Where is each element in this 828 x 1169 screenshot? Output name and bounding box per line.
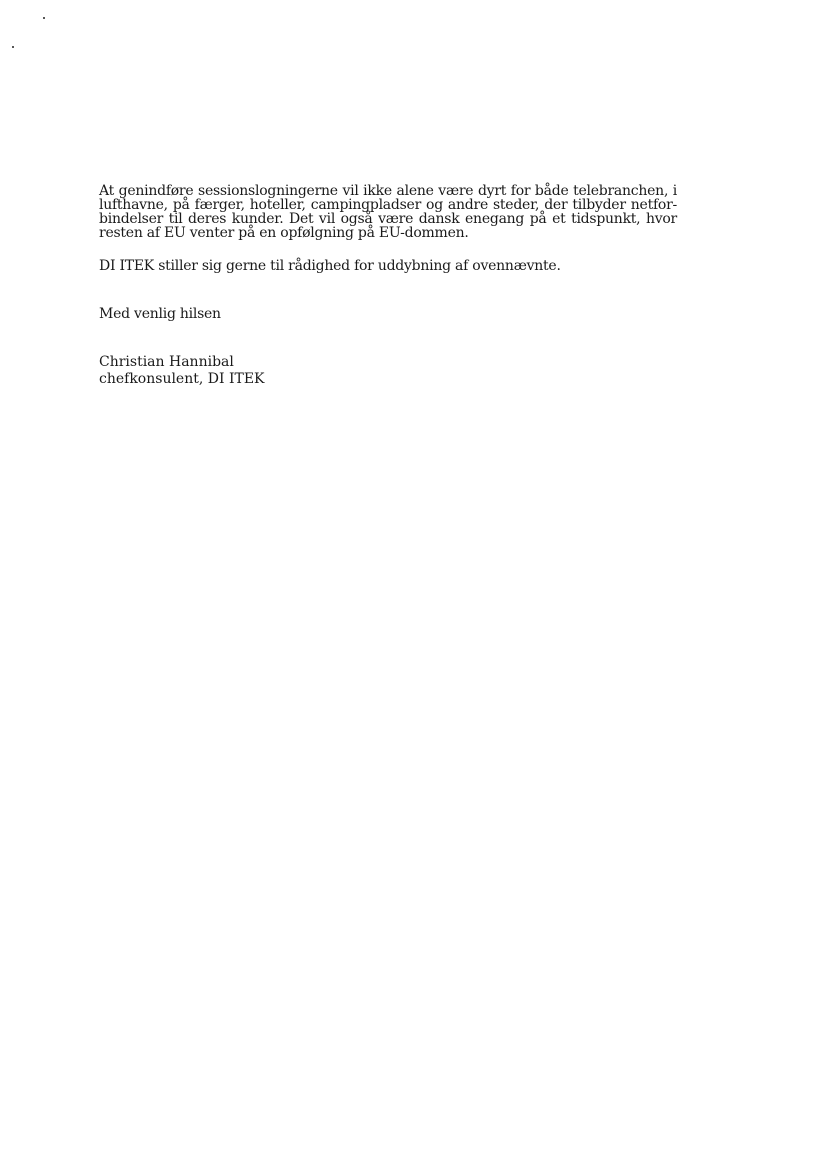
signer-title: chefkonsulent, DI ITEK — [99, 371, 265, 387]
scan-speck — [12, 46, 14, 48]
closing-greeting: Med venlig hilsen — [99, 306, 221, 322]
letter-body — [99, 184, 677, 388]
signer-name: Christian Hannibal — [99, 354, 234, 370]
paragraph-line: lufthavne, på færger, hoteller, campingpladser og andre steder, der tilbyder netfor- — [99, 197, 677, 213]
signature-block — [99, 354, 677, 388]
paragraph-sessionslogning — [99, 184, 677, 240]
paragraph-line: At genindføre sessionslogningerne vil ikke alene være dyrt for både telebranchen, i — [99, 183, 677, 199]
paragraph-line: resten af EU venter på en opfølgning på EU-dommen. — [99, 225, 469, 241]
paragraph-line: bindelser til deres kunder. Det vil også være dansk enegang på et tidspunkt, hvor — [99, 211, 677, 227]
paragraph-availability: DI ITEK stiller sig gerne til rådighed for uddybning af ovennævnte. — [99, 258, 561, 274]
scan-speck — [43, 17, 45, 19]
